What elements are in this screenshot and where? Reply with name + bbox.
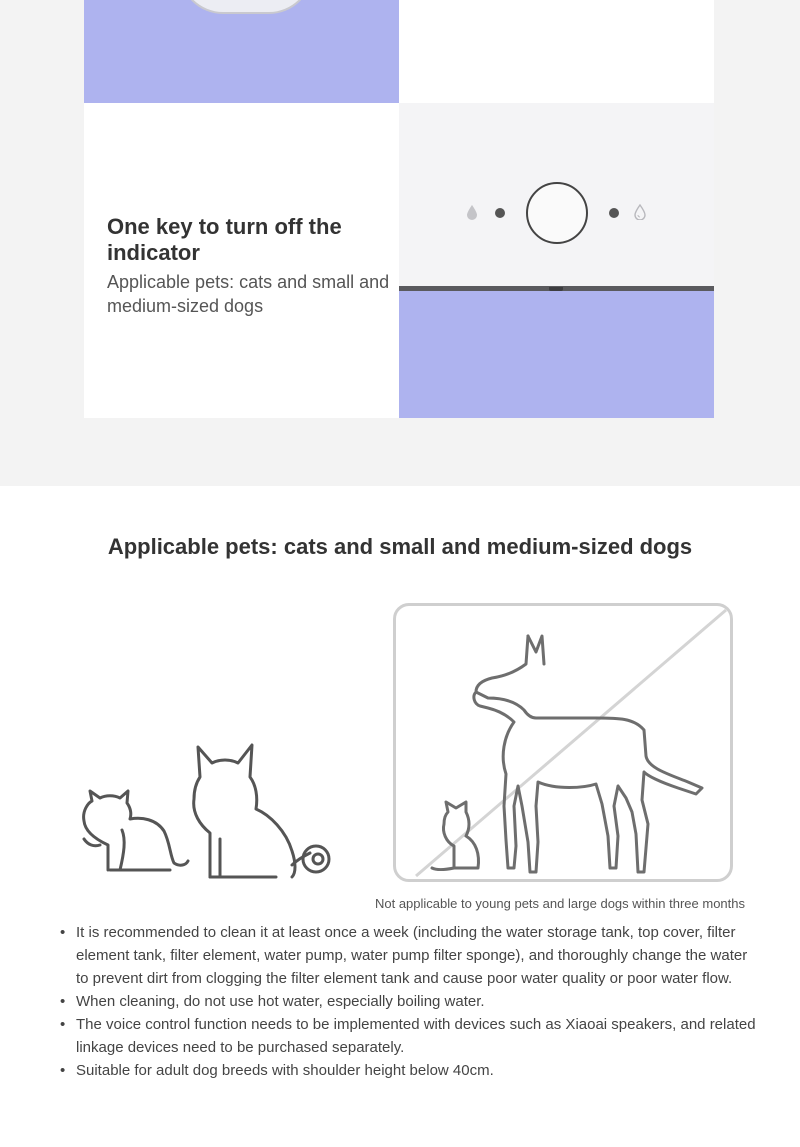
power-button (526, 182, 588, 244)
feature-subtitle: Applicable pets: cats and small and medium-sized dogs (107, 272, 390, 316)
not-applicable-caption: Not applicable to young pets and large dogs within three months (374, 896, 745, 911)
product-photo-top-left (84, 0, 399, 103)
applicable-pets-illustration (70, 735, 340, 885)
large-dog-icon (474, 636, 702, 872)
device-notch (549, 287, 563, 291)
note-item: • When cleaning, do not use hot water, especially boiling water. (60, 990, 760, 1013)
indicator-dot-left (495, 208, 505, 218)
not-applicable-illustration (396, 606, 730, 879)
note-item: • It is recommended to clean it at least once a week (including the water storage tank, top cover, filter element tank, filter element, water pump, water pump filter sponge), and thoroughly change the water to prevent dirt from clogging the filter element tank and cause poor water quality or poor water flow. (60, 921, 760, 990)
device-control-panel (399, 103, 714, 291)
feature-card (84, 0, 714, 418)
cat-icon (84, 791, 188, 870)
water-drop-outline-icon (633, 204, 647, 220)
kitten-icon (432, 802, 479, 870)
card-blank-top-right (399, 0, 714, 103)
notes-list (60, 921, 760, 1082)
device-closeup (399, 103, 714, 418)
sitting-dog-icon (194, 745, 329, 877)
note-item: • Suitable for adult dog breeds with shoulder height below 40cm. (60, 1059, 760, 1082)
note-item: • The voice control function needs to be implemented with devices such as Xiaoai speakers, and related linkage devices need to be purchased separately. (60, 1013, 760, 1059)
feature-title: One key to turn off the indicator (107, 214, 342, 265)
water-drop-icon (465, 204, 479, 220)
section-title: Applicable pets: cats and small and medium-sized dogs (107, 534, 693, 559)
not-applicable-box (393, 603, 733, 882)
strike-through-line (416, 610, 726, 876)
indicator-dot-right (609, 208, 619, 218)
fountain-base-image (179, 0, 313, 14)
